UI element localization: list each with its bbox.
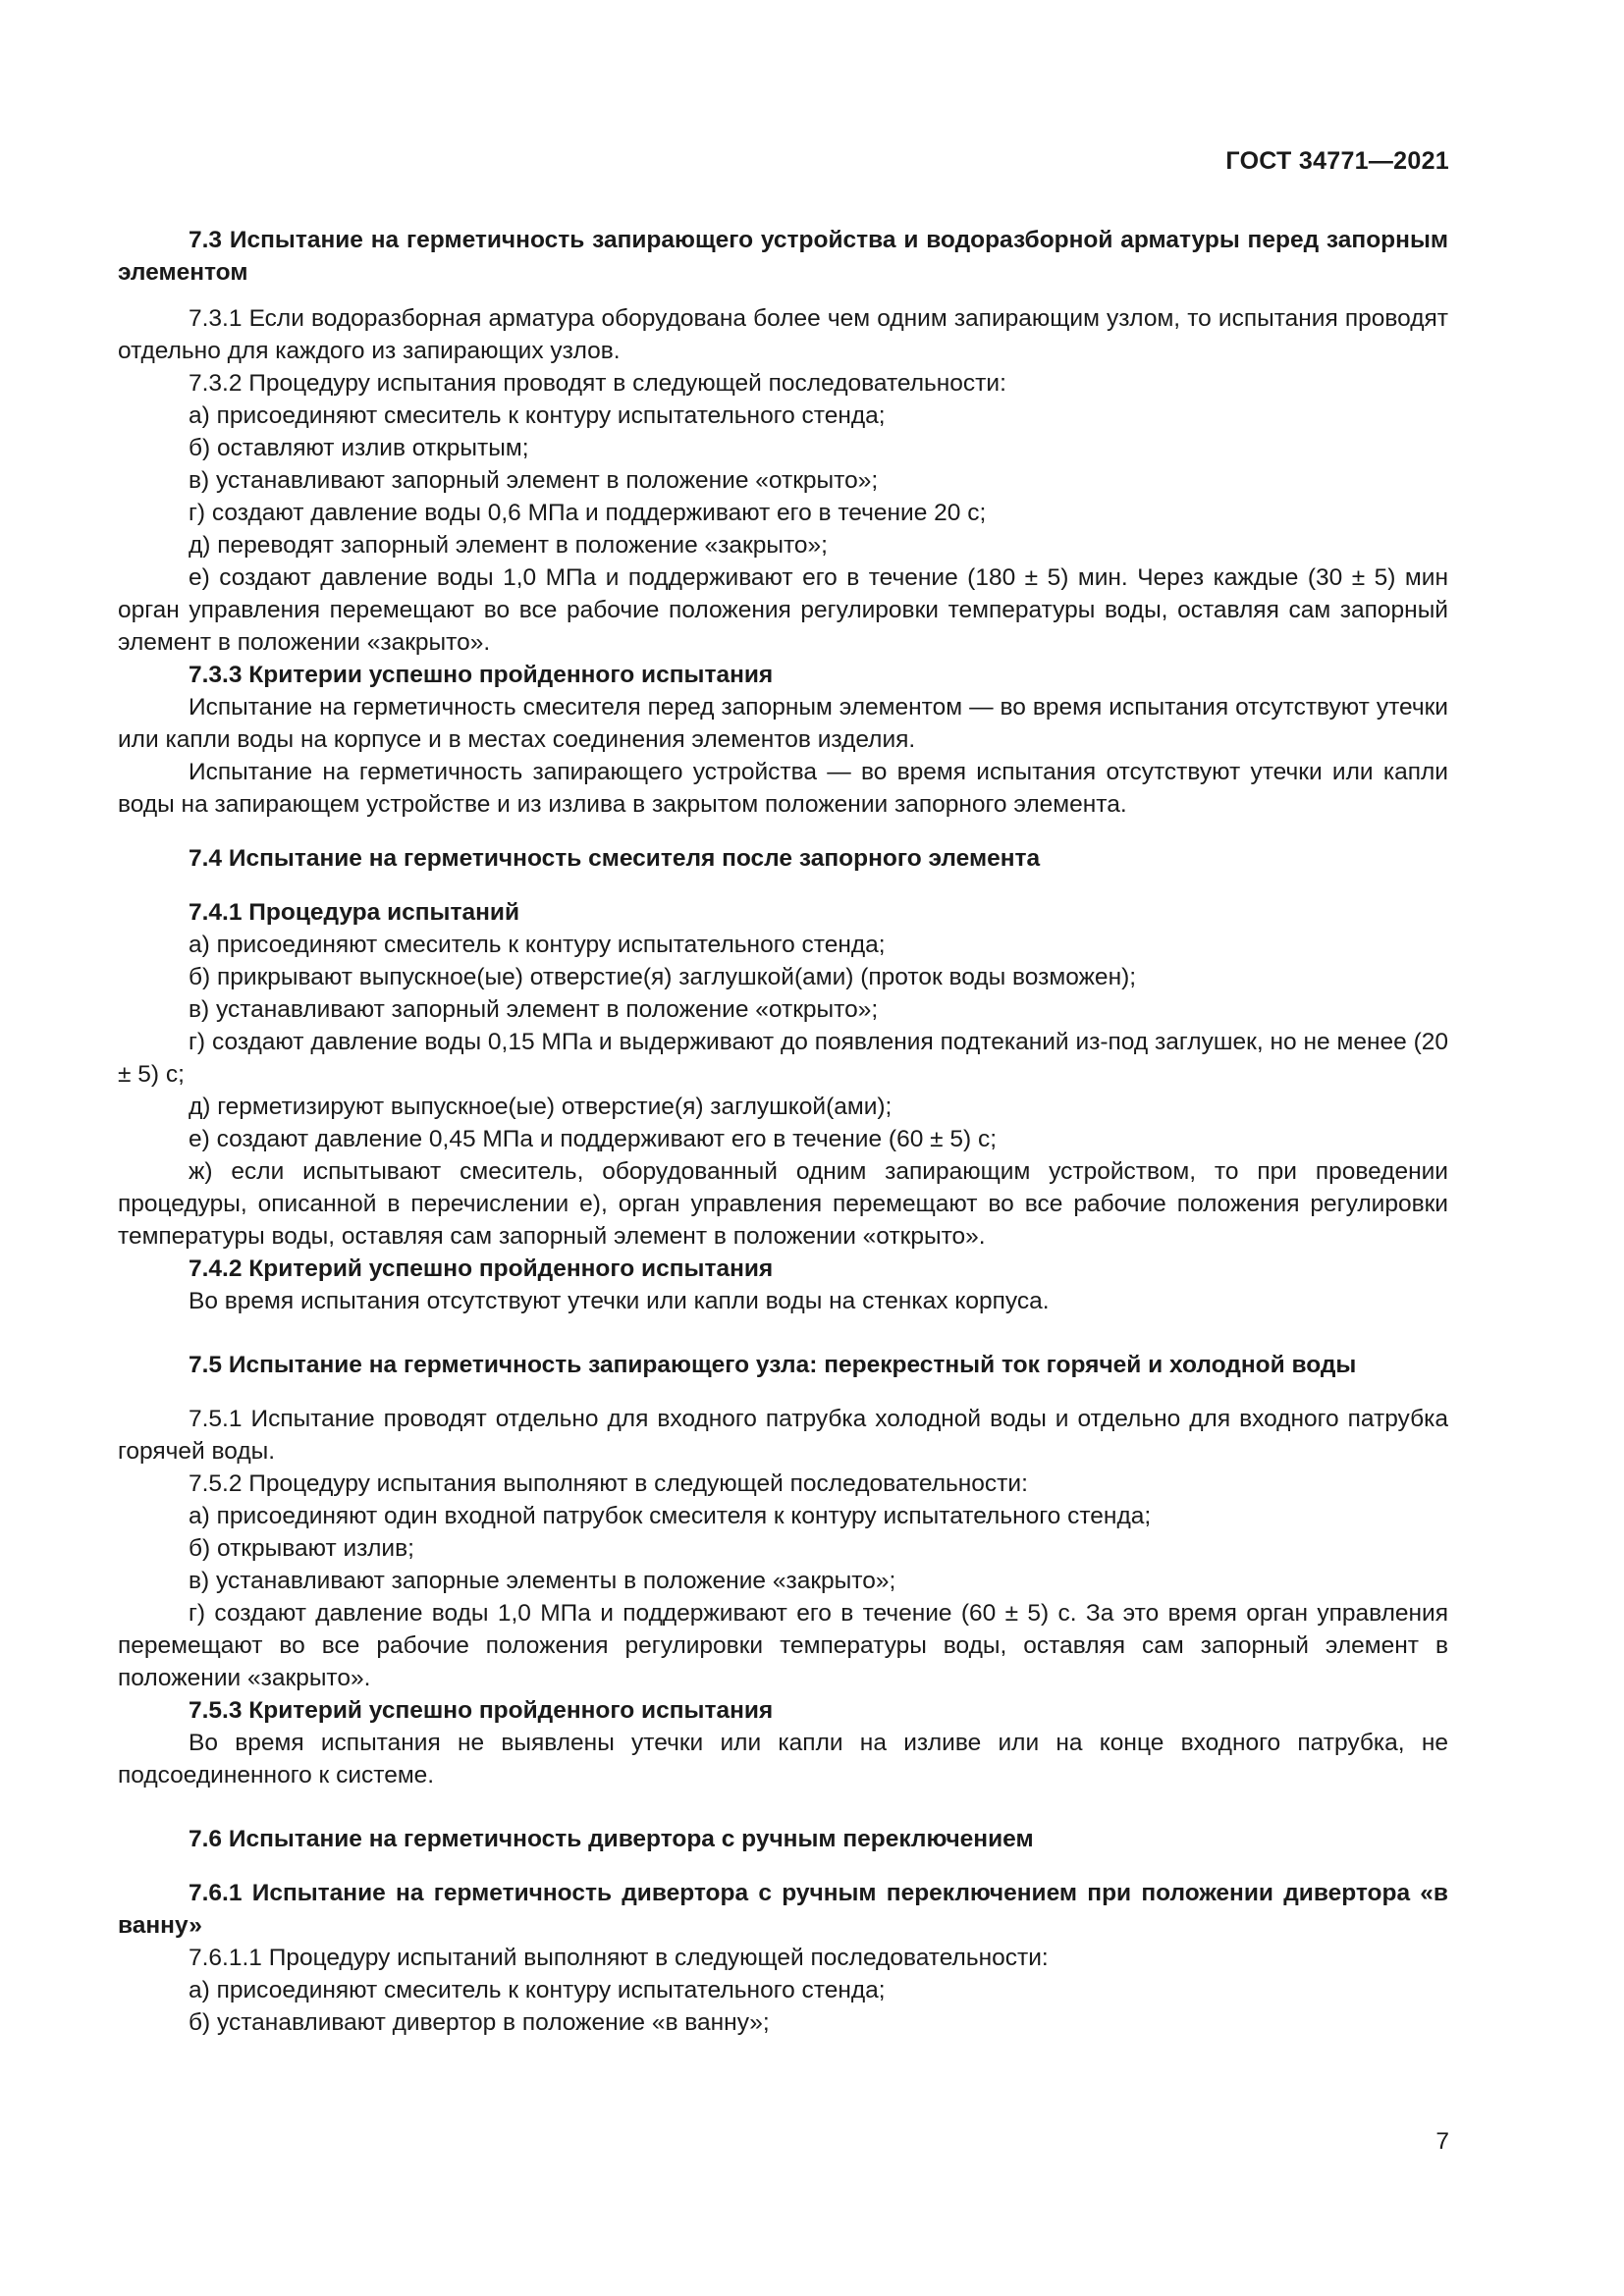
section-heading-7-3: 7.3 Испытание на герметичность запирающего устройства и водоразборной арматуры перед запорным элементом <box>118 227 1448 286</box>
clause-7-3-1: 7.3.1 Если водоразборная арматура оборудована более чем одним запирающим узлом, то испытания проводят отдельно для каждого из запирающих узлов. <box>118 305 1448 364</box>
list-item: г) создают давление воды 0,15 МПа и выдерживают до появления подтеканий из-под заглушек, но не менее (20 ± 5) с; <box>118 1029 1448 1088</box>
list-item: б) оставляют излив открытым; <box>189 435 529 461</box>
subsection-heading-7-4-1: 7.4.1 Процедура испытаний <box>189 899 520 926</box>
list-item: а) присоединяют смеситель к контуру испытательного стенда; <box>189 932 886 958</box>
page-number: 7 <box>1435 2128 1449 2155</box>
page-content <box>118 224 1448 2039</box>
list-item: в) устанавливают запорный элемент в положение «открыто»; <box>189 996 879 1023</box>
section-heading-7-4: 7.4 Испытание на герметичность смесителя после запорного элемента <box>189 845 1041 872</box>
clause-7-6-1-1: 7.6.1.1 Процедуру испытаний выполняют в следующей последовательности: <box>189 1945 1049 1971</box>
list-item: а) присоединяют смеситель к контуру испытательного стенда; <box>189 1977 886 2003</box>
list-item: г) создают давление воды 0,6 МПа и поддерживают его в течение 20 с; <box>189 500 987 526</box>
paragraph: Во время испытания не выявлены утечки или капли на изливе или на конце входного патрубка, не подсоединенного к системе. <box>118 1730 1448 1789</box>
clause-7-5-2: 7.5.2 Процедуру испытания выполняют в следующей последовательности: <box>189 1470 1028 1497</box>
paragraph: Во время испытания отсутствуют утечки или капли воды на стенках корпуса. <box>189 1288 1050 1314</box>
clause-7-3-2: 7.3.2 Процедуру испытания проводят в следующей последовательности: <box>189 370 1006 397</box>
list-item: д) переводят запорный элемент в положение «закрыто»; <box>189 532 828 559</box>
document-number: ГОСТ 34771—2021 <box>1225 147 1449 175</box>
subsection-heading-7-4-2: 7.4.2 Критерий успешно пройденного испытания <box>189 1255 774 1282</box>
list-item: е) создают давление 0,45 МПа и поддерживают его в течение (60 ± 5) с; <box>189 1126 998 1152</box>
list-item: д) герметизируют выпускное(ые) отверстие(я) заглушкой(ами); <box>189 1094 893 1120</box>
subsection-heading-7-6-1: 7.6.1 Испытание на герметичность дивертора с ручным переключением при положении дивертора «в ванну» <box>118 1880 1448 1939</box>
subsection-heading-7-3-3: 7.3.3 Критерии успешно пройденного испытания <box>189 662 774 688</box>
list-item: г) создают давление воды 1,0 МПа и поддерживают его в течение (60 ± 5) с. За это время орган управления перемещают во все рабочие положения регулировки температуры воды, оставляя сам запорный элемент в положении «закрыто». <box>118 1600 1448 1691</box>
list-item: б) открывают излив; <box>189 1535 414 1562</box>
clause-7-5-1: 7.5.1 Испытание проводят отдельно для входного патрубка холодной воды и отдельно для входного патрубка горячей воды. <box>118 1406 1448 1465</box>
list-item: б) прикрывают выпускное(ые) отверстие(я) заглушкой(ами) (проток воды возможен); <box>189 964 1137 990</box>
list-item: в) устанавливают запорные элементы в положение «закрыто»; <box>189 1568 896 1594</box>
list-item: ж) если испытывают смеситель, оборудованный одним запирающим устройством, то при проведении процедуры, описанной в перечислении е), орган управления перемещают во все рабочие положения регулировки температуры воды, оставляя сам запорный элемент в положении «открыто». <box>118 1158 1448 1250</box>
paragraph: Испытание на герметичность запирающего устройства — во время испытания отсутствуют утечки или капли воды на запирающем устройстве и из излива в закрытом положении запорного элемента. <box>118 759 1448 818</box>
list-item: а) присоединяют один входной патрубок смесителя к контуру испытательного стенда; <box>189 1503 1152 1529</box>
subsection-heading-7-5-3: 7.5.3 Критерий успешно пройденного испытания <box>189 1697 774 1724</box>
list-item: в) устанавливают запорный элемент в положение «открыто»; <box>189 467 879 494</box>
paragraph: Испытание на герметичность смесителя перед запорным элементом — во время испытания отсутствуют утечки или капли воды на корпусе и в местах соединения элементов изделия. <box>118 694 1448 753</box>
list-item: е) создают давление воды 1,0 МПа и поддерживают его в течение (180 ± 5) мин. Через каждые (30 ± 5) мин орган управления перемещают во все рабочие положения регулировки температуры воды, оставляя сам запорный элемент в положении «закрыто». <box>118 564 1448 656</box>
section-heading-7-6: 7.6 Испытание на герметичность дивертора с ручным переключением <box>189 1826 1034 1852</box>
list-item: б) устанавливают дивертор в положение «в ванну»; <box>189 2009 770 2036</box>
section-heading-7-5: 7.5 Испытание на герметичность запирающего узла: перекрестный ток горячей и холодной воды <box>189 1352 1357 1378</box>
list-item: а) присоединяют смеситель к контуру испытательного стенда; <box>189 402 886 429</box>
